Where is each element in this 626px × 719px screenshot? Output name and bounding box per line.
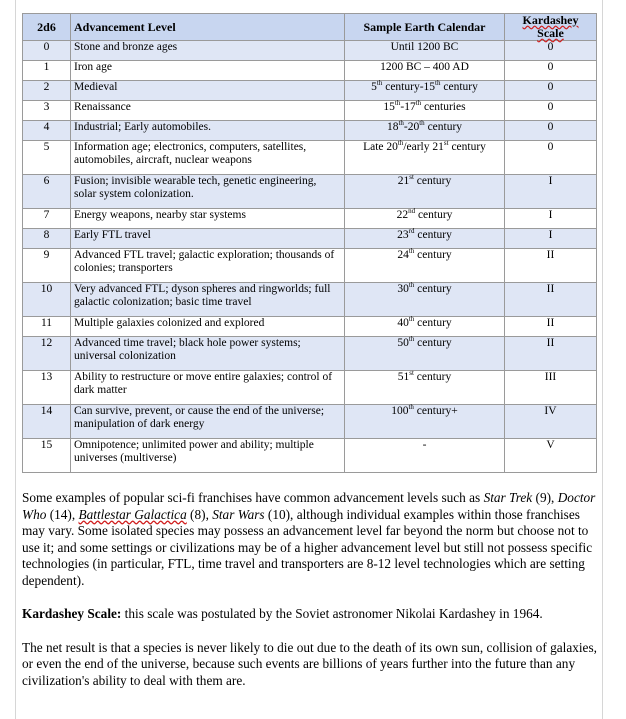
paragraph-kardashev: Kardashey Scale: this scale was postulated by the Soviet astronomer Nikolai Kardashey in 1964. — [22, 606, 543, 621]
table-header-row — [23, 14, 597, 41]
table-row — [23, 337, 597, 371]
cell-calendar: 23rd century — [345, 229, 505, 249]
cell-calendar: 50th century — [345, 337, 505, 371]
table-row — [23, 61, 597, 81]
cell-calendar: 30th century — [345, 283, 505, 317]
cell-level: Can survive, prevent, or cause the end of the universe; manipulation of dark energy — [71, 405, 345, 439]
header-kardashev: Kardashey Scale — [505, 14, 597, 41]
cell-level: Energy weapons, nearby star systems — [71, 209, 345, 229]
cell-roll: 6 — [23, 175, 71, 209]
cell-roll: 5 — [23, 141, 71, 175]
advancement-table — [22, 13, 597, 473]
table-row — [23, 101, 597, 121]
cell-roll: 0 — [23, 41, 71, 61]
cell-level: Fusion; invisible wearable tech, genetic engineering, solar system colonization. — [71, 175, 345, 209]
cell-level: Advanced time travel; black hole power systems; universal colonization — [71, 337, 345, 371]
cell-kardashev: I — [505, 209, 597, 229]
cell-calendar: 15th-17th centuries — [345, 101, 505, 121]
table-row — [23, 249, 597, 283]
cell-kardashev: 0 — [505, 101, 597, 121]
cell-kardashev: 0 — [505, 121, 597, 141]
table-row — [23, 283, 597, 317]
cell-level: Early FTL travel — [71, 229, 345, 249]
table-row — [23, 175, 597, 209]
cell-roll: 10 — [23, 283, 71, 317]
cell-level: Industrial; Early automobiles. — [71, 121, 345, 141]
cell-kardashev: II — [505, 317, 597, 337]
cell-roll: 11 — [23, 317, 71, 337]
cell-level: Information age; electronics, computers, satellites, automobiles, aircraft, nuclear weapons — [71, 141, 345, 175]
cell-calendar: 18th-20th century — [345, 121, 505, 141]
table-row — [23, 405, 597, 439]
header-roll: 2d6 — [23, 14, 71, 41]
cell-calendar: 40th century — [345, 317, 505, 337]
cell-level: Omnipotence; unlimited power and ability; multiple universes (multiverse) — [71, 439, 345, 473]
body-text — [22, 490, 602, 706]
cell-kardashev: II — [505, 337, 597, 371]
table-row — [23, 229, 597, 249]
cell-kardashev: I — [505, 175, 597, 209]
cell-roll: 8 — [23, 229, 71, 249]
cell-roll: 13 — [23, 371, 71, 405]
table-row — [23, 121, 597, 141]
cell-kardashev: IV — [505, 405, 597, 439]
cell-calendar: 51st century — [345, 371, 505, 405]
cell-kardashev: 0 — [505, 61, 597, 81]
cell-level: Medieval — [71, 81, 345, 101]
table-row — [23, 371, 597, 405]
cell-roll: 2 — [23, 81, 71, 101]
cell-kardashev: II — [505, 283, 597, 317]
cell-level: Ability to restructure or move entire galaxies; control of dark matter — [71, 371, 345, 405]
cell-kardashev: III — [505, 371, 597, 405]
cell-calendar: 21st century — [345, 175, 505, 209]
header-level: Advancement Level — [71, 14, 345, 41]
cell-roll: 7 — [23, 209, 71, 229]
cell-kardashev: I — [505, 229, 597, 249]
cell-calendar: 100th century+ — [345, 405, 505, 439]
table-row — [23, 141, 597, 175]
cell-level: Renaissance — [71, 101, 345, 121]
cell-kardashev: V — [505, 439, 597, 473]
cell-level: Iron age — [71, 61, 345, 81]
cell-calendar: Late 20th/early 21st century — [345, 141, 505, 175]
cell-calendar: 22nd century — [345, 209, 505, 229]
cell-kardashev: 0 — [505, 141, 597, 175]
cell-level: Multiple galaxies colonized and explored — [71, 317, 345, 337]
cell-calendar: Until 1200 BC — [345, 41, 505, 61]
cell-roll: 9 — [23, 249, 71, 283]
cell-roll: 3 — [23, 101, 71, 121]
cell-roll: 1 — [23, 61, 71, 81]
cell-kardashev: 0 — [505, 81, 597, 101]
table-row — [23, 439, 597, 473]
table-row — [23, 81, 597, 101]
cell-calendar: 5th century-15th century — [345, 81, 505, 101]
cell-calendar: 24th century — [345, 249, 505, 283]
table-row — [23, 209, 597, 229]
header-calendar: Sample Earth Calendar — [345, 14, 505, 41]
cell-roll: 15 — [23, 439, 71, 473]
cell-kardashev: 0 — [505, 41, 597, 61]
cell-calendar: 1200 BC – 400 AD — [345, 61, 505, 81]
paragraph-net-result: The net result is that a species is never likely to die out due to the death of its own sun, collision of galaxies, or even the end of the universe, because such events are billions of years further into the future than any civilization's ability to deal with them are. — [22, 639, 597, 688]
cell-level: Very advanced FTL; dyson spheres and ringworlds; full galactic colonization; basic time travel — [71, 283, 345, 317]
table-row — [23, 41, 597, 61]
cell-roll: 14 — [23, 405, 71, 439]
cell-roll: 12 — [23, 337, 71, 371]
paragraph-franchises: Some examples of popular sci-fi franchises have common advancement levels such as Star Trek (9), Doctor Who (14), Battlestar Galactica (8), Star Wars (10), although individual examples within those franchises may vary. Some isolated species may possess an advancement level far beyond the norm but choose not to use it; and some settings or civilizations may be of a higher advancement level but still not possess specific technologies (in particular, FTL, time travel and transporters are 8-12 level technologies which are setting dependent). — [22, 490, 596, 588]
cell-calendar: - — [345, 439, 505, 473]
cell-kardashev: II — [505, 249, 597, 283]
cell-level: Advanced FTL travel; galactic exploration; thousands of colonies; transporters — [71, 249, 345, 283]
cell-roll: 4 — [23, 121, 71, 141]
cell-level: Stone and bronze ages — [71, 41, 345, 61]
table-row — [23, 317, 597, 337]
